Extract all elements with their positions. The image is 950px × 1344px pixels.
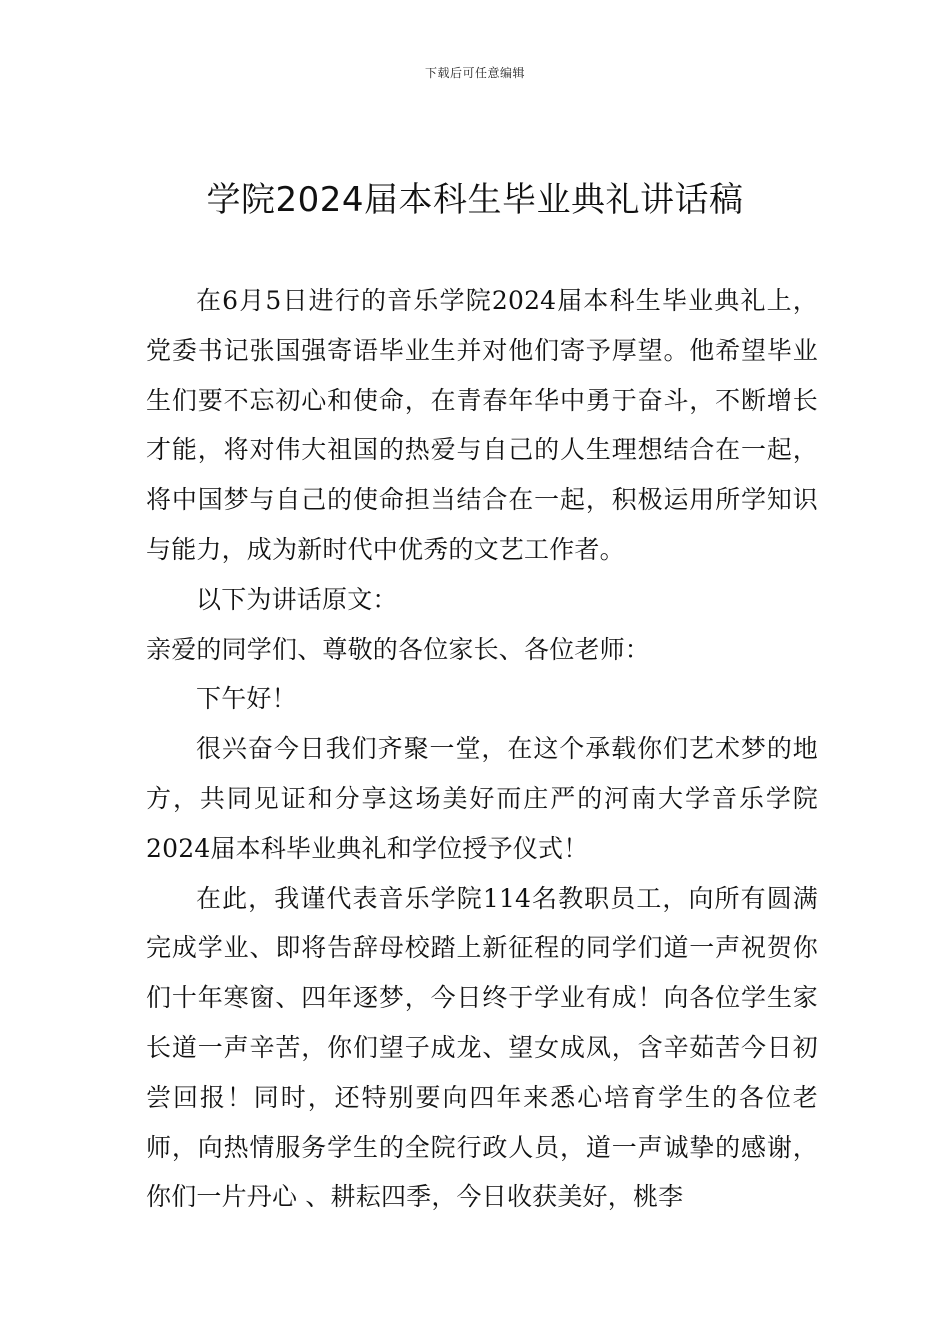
- paragraph-congratulations: 在此，我谨代表音乐学院114名教职员工，向所有圆满完成学业、即将告辞母校踏上新征程的同学们道一声祝贺你们十年寒窗、四年逐梦，今日终于学业有成！向各位学生家长道一声辛苦，你们望子成龙、望女成凤，含辛茹苦今日初尝回报！同时，还特别要向四年来悉心培育学生的各位老师，向热情服务学生的全院行政人员，道一声诚挚的感谢，你们一片丹心 、耕耘四季，今日收获美好，桃李: [146, 883, 818, 1212]
- paragraph-greeting: 下午好！: [196, 684, 297, 714]
- paragraph-welcome: 很兴奋今日我们齐聚一堂，在这个承载你们艺术梦的地方，共同见证和分享这场美好而庄严的河南大学音乐学院2024届本科毕业典礼和学位授予仪式！: [146, 734, 818, 863]
- paragraph-intro: 在6月5日进行的音乐学院2024届本科生毕业典礼上，党委书记张国强寄语毕业生并对他们寄予厚望。他希望毕业生们要不忘初心和使命，在青春年华中勇于奋斗，不断增长才能，将对伟大祖国的热爱与自己的人生理想结合在一起，将中国梦与自己的使命担当结合在一起，积极运用所学知识与能力，成为新时代中优秀的文艺工作者。: [146, 286, 818, 564]
- document-body: [146, 276, 818, 1222]
- header-note: 下载后可任意编辑: [424, 66, 525, 80]
- paragraph-salutation: 亲爱的同学们、尊敬的各位家长、各位老师：: [146, 634, 651, 664]
- document-title: 学院2024届本科生毕业典礼讲话稿: [206, 180, 744, 220]
- paragraph-original-text-label: 以下为讲话原文：: [196, 584, 398, 614]
